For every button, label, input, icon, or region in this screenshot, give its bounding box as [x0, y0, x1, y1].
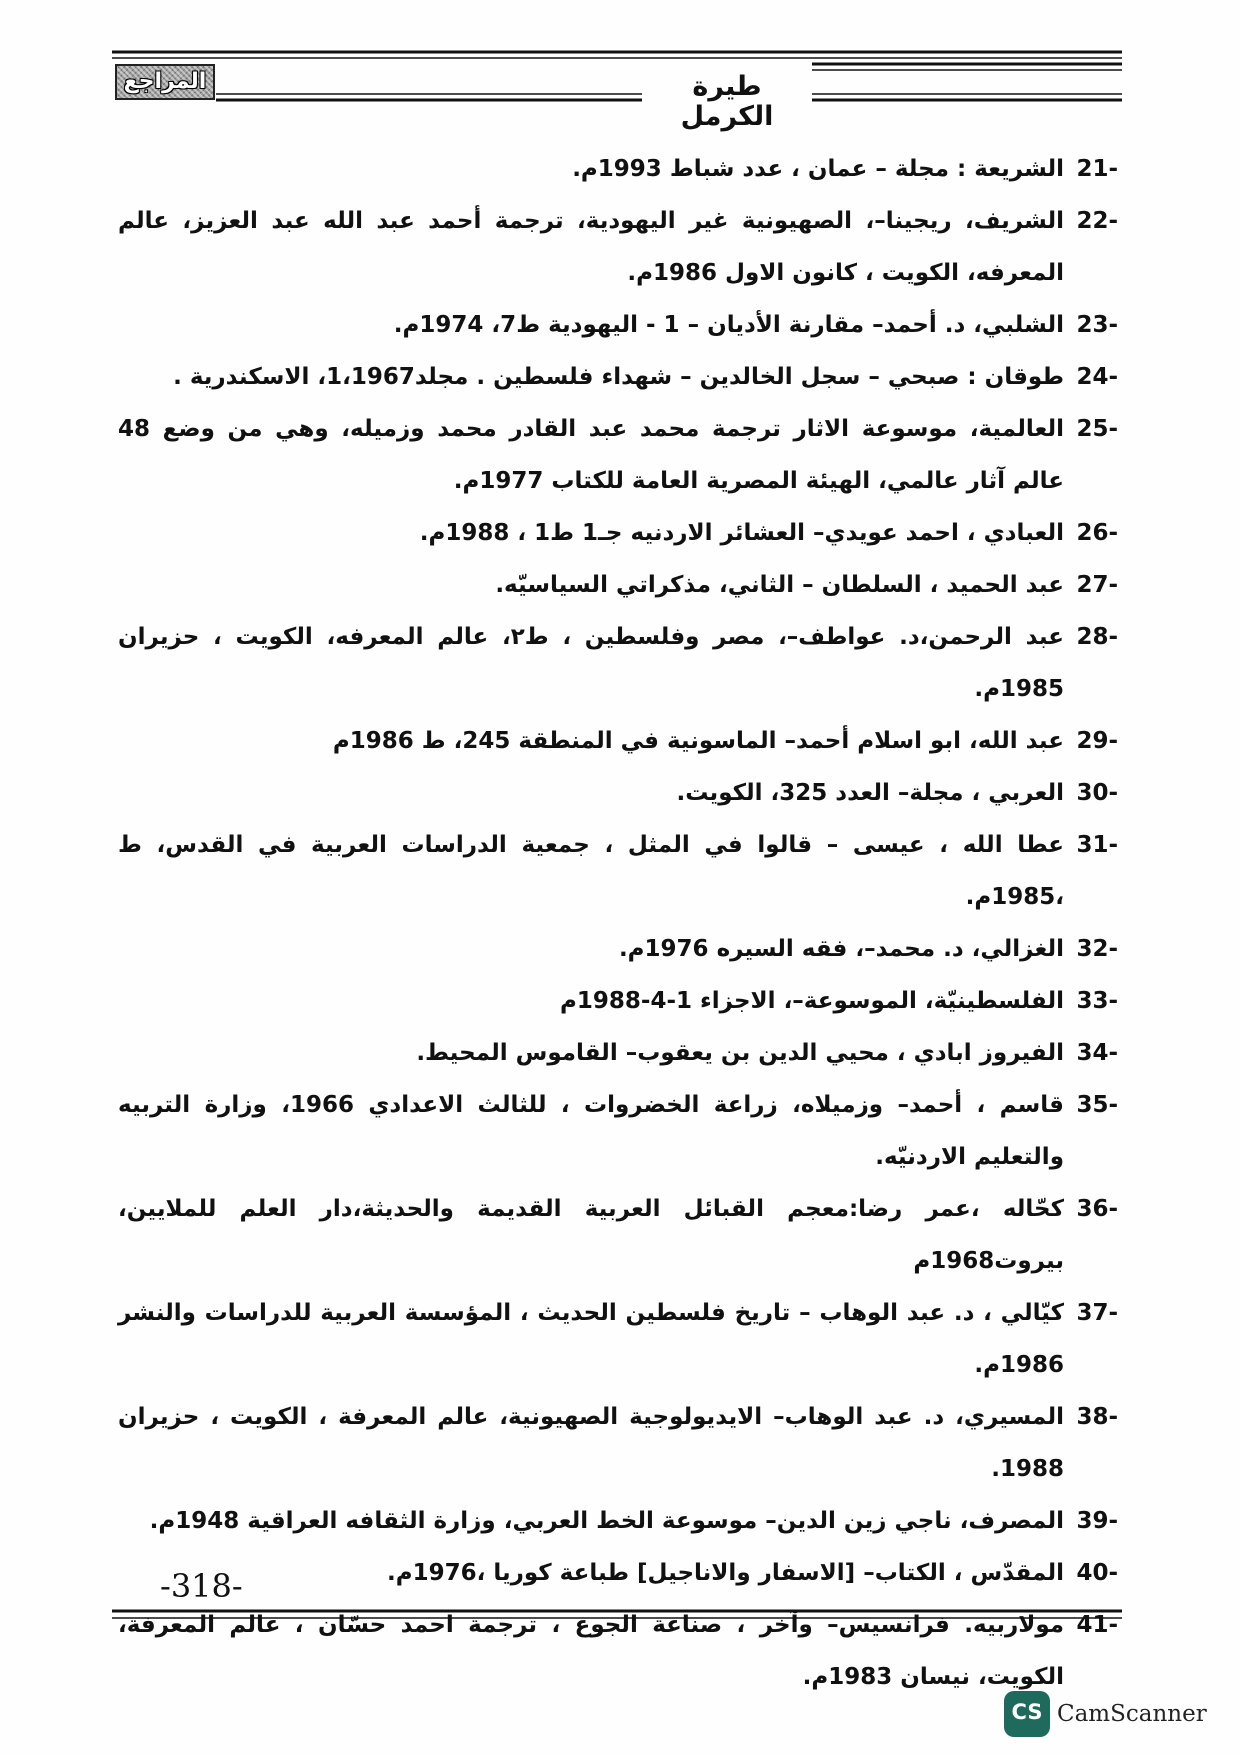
bibliography-list	[118, 143, 1118, 1703]
list-item	[118, 819, 1118, 923]
list-item	[118, 143, 1118, 195]
entry-text: العربي ، مجلة– العدد 325، الكويت.	[676, 780, 1064, 806]
list-item	[118, 1391, 1118, 1495]
list-item	[118, 611, 1118, 715]
entry-number: 38-	[1076, 1404, 1118, 1430]
entry-text: الفلسطينيّة، الموسوعة–، الاجزاء 1-4-1988م	[560, 988, 1064, 1014]
running-header-title: طيرة الكرمل	[680, 71, 774, 132]
list-item	[118, 1027, 1118, 1079]
entry-number: 21-	[1076, 156, 1118, 182]
entry-number: 41-	[1076, 1612, 1118, 1638]
logo-text: CS	[1011, 1700, 1043, 1724]
entry-text: كيّالي ، د. عبد الوهاب – تاريخ فلسطين الحديث ، المؤسسة العربية للدراسات والنشر 1986م.	[118, 1300, 1064, 1378]
entry-text: الشريف، ريجينا–، الصهيونية غير اليهودية، ترجمة أحمد عبد الله عبد العزيز، عالم المعرفه، الكويت ، كانون الاول 1986م.	[118, 208, 1064, 286]
entry-number: 33-	[1076, 988, 1118, 1014]
entry-text: عطا الله ، عيسى – قالوا في المثل ، جمعية الدراسات العربية في القدس، ط ،1985م.	[118, 832, 1064, 910]
entry-text: العالمية، موسوعة الاثار ترجمة محمد عبد القادر محمد وزميله، وهي من وضع 48 عالم آثار عالمي، الهيئة المصرية العامة للكتاب 1977م.	[118, 416, 1064, 494]
app-name: CamScanner	[1057, 1701, 1207, 1727]
entry-text: طوقان : صبحي – سجل الخالدين – شهداء فلسطين . مجلد1،1967، الاسكندرية .	[173, 364, 1064, 390]
chapter-label: المراجع	[123, 69, 207, 94]
entry-number: 24-	[1076, 364, 1118, 390]
entry-text: عبد الرحمن،د. عواطف–، مصر وفلسطين ، ط٢، عالم المعرفه، الكويت ، حزيران 1985م.	[118, 624, 1064, 702]
entry-number: 22-	[1076, 208, 1118, 234]
entry-text: قاسم ، أحمد– وزميلاه، زراعة الخضروات ، للثالث الاعدادي 1966، وزارة التربيه والتعليم الاردنيّه.	[118, 1092, 1064, 1170]
list-item	[118, 1287, 1118, 1391]
list-item	[118, 403, 1118, 507]
entry-text: الشلبي، د. أحمد– مقارنة الأديان – 1 - اليهودية ط7، 1974م.	[393, 312, 1064, 338]
list-item	[118, 299, 1118, 351]
entry-text: الفيروز ابادي ، محيي الدين بن يعقوب– القاموس المحيط.	[416, 1040, 1064, 1066]
list-item	[118, 923, 1118, 975]
header-rules	[112, 50, 1122, 116]
entry-number: 39-	[1076, 1508, 1118, 1534]
chapter-badge	[115, 64, 215, 100]
page-header	[112, 50, 1122, 132]
list-item	[118, 507, 1118, 559]
entry-text: مولاربيه. فرانسيس– وآخر ، صناعة الجوع ، ترجمة احمد حسّان ، عالم المعرفة، الكويت، نيسان 1983م.	[118, 1612, 1064, 1690]
entry-text: المصرف، ناجي زين الدين– موسوعة الخط العربي، وزارة الثقافه العراقية 1948م.	[149, 1508, 1064, 1534]
entry-number: 25-	[1076, 416, 1118, 442]
entry-text: عبد الله، ابو اسلام أحمد– الماسونية في المنطقة 245، ط 1986م	[332, 728, 1064, 754]
entry-number: 35-	[1076, 1092, 1118, 1118]
entry-number: 27-	[1076, 572, 1118, 598]
entry-number: 29-	[1076, 728, 1118, 754]
list-item	[118, 1495, 1118, 1547]
list-item	[118, 715, 1118, 767]
entry-number: 34-	[1076, 1040, 1118, 1066]
entry-text: المقدّس ، الكتاب– [الاسفار والاناجيل] طباعة كوريا ،1976م.	[386, 1560, 1064, 1586]
entry-text: كحّاله ،عمر رضا:معجم القبائل العربية القديمة والحديثة،دار العلم للملايين، بيروت1968م	[118, 1196, 1064, 1274]
camscanner-logo-icon	[1004, 1691, 1050, 1737]
entry-text: الشريعة : مجلة – عمان ، عدد شباط 1993م.	[572, 156, 1064, 182]
entry-number: 26-	[1076, 520, 1118, 546]
entry-number: 31-	[1076, 832, 1118, 858]
entry-number: 28-	[1076, 624, 1118, 650]
list-item	[118, 975, 1118, 1027]
page-number: -318-	[160, 1567, 243, 1605]
camscanner-watermark	[1004, 1689, 1224, 1739]
list-item	[118, 1183, 1118, 1287]
entry-text: المسيري، د. عبد الوهاب– الايديولوجية الصهيونية، عالم المعرفة ، الكويت ، حزيران 1988.	[118, 1404, 1064, 1482]
list-item	[118, 1547, 1118, 1599]
list-item	[118, 559, 1118, 611]
entry-number: 37-	[1076, 1300, 1118, 1326]
entry-text: العبادي ، احمد عويدي– العشائر الاردنيه جـ1 ط1 ، 1988م.	[419, 520, 1064, 546]
entry-number: 30-	[1076, 780, 1118, 806]
entry-text: الغزالي، د. محمد–، فقه السيره 1976م.	[618, 936, 1064, 962]
entry-number: 36-	[1076, 1196, 1118, 1222]
list-item	[118, 767, 1118, 819]
list-item	[118, 1079, 1118, 1183]
list-item	[118, 195, 1118, 299]
entry-number: 40-	[1076, 1560, 1118, 1586]
entry-number: 32-	[1076, 936, 1118, 962]
footer-rules	[112, 1608, 1122, 1622]
list-item	[118, 351, 1118, 403]
entry-number: 23-	[1076, 312, 1118, 338]
entry-text: عبد الحميد ، السلطان – الثاني، مذكراتي السياسيّه.	[495, 572, 1064, 598]
